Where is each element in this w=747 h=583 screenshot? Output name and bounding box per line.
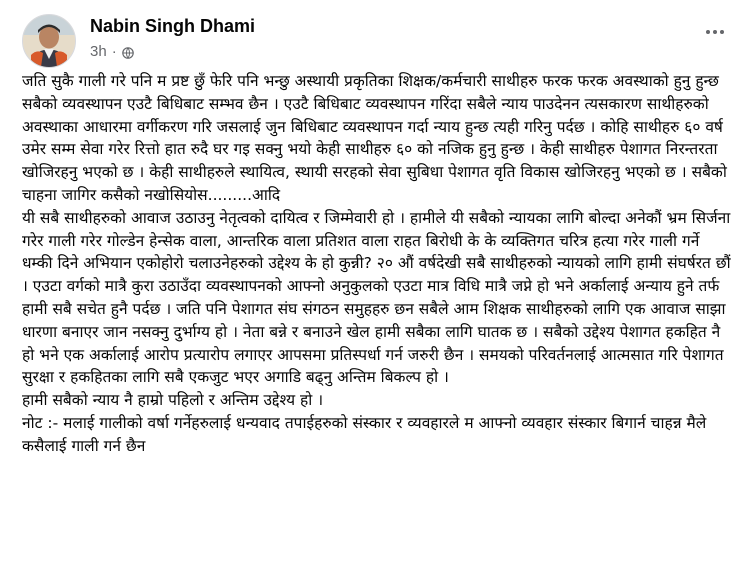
post-header [22,14,729,64]
author-avatar[interactable] [22,14,76,68]
globe-icon[interactable] [122,46,134,58]
dot-3 [720,30,724,34]
post-timestamp[interactable]: 3h [90,43,107,60]
meta-separator: · [111,43,117,60]
author-name[interactable]: Nabin Singh Dhami [90,16,256,36]
dot-1 [706,30,710,34]
avatar-image [23,15,75,67]
post-paragraph-2: यी सबै साथीहरुको आवाज उठाउनु नेतृत्वको दायित्व र जिम्मेवारी हो । हामीले यी सबैको न्यायका लागि बोल्दा अनेकौं भ्रम सिर्जना गरेर गाली गरेर गोल्डेन हेन्सेक वाला, आन्तरिक वाला प्रतिशत वाला राहत बिरोधी के के व्यक्तिगत चरित्र हत्या गरेर गाली गर्ने धम्की दिने अभियान एकोहोरो चलाउनेहरुको उद्देश्य के हो कुन्नी? २० औं वर्षदेखी सबै साथीहरुको न्यायको लागि हामी संघर्षरत छौं । एउटा वर्गको मात्रै कुरा उठाउँदा व्यवस्थापनको आफ्नो अनुकुलको एउटा मात्र विधि मात्रै जप्ने हो भने अर्कालाई अन्याय हुने तर्फ हामी सबै सचेत हुनै पर्दछ । जति पनि पेशागत संघ संगठन समुहहरु छन सबैले आम शिक्षक साथीहरुको लागि एक आवाज साझा धारणा बनाएर जान नसक्नु दुर्भाग्य हो । नेता बन्ने र बनाउने खेल हामी सबैका लागि घातक छ । सबैको उद्देश्य पेशागत हकहित नै हो भने एक अर्कालाई आरोप प्रत्यारोप लगाएर आपसमा प्रतिस्पर्धा गर्न जरुरी छैन । समयको परिवर्तनलाई आत्मसात गरि पेशागत सुरक्षा र हकहितका लागि सबै एकजुट भएर अगाडि बढ्नु अन्तिम बिकल्प हो । [22,208,736,387]
post-paragraph-1: जति सुकै गाली गरे पनि म प्रष्ट छुँ फेरि पनि भन्छु अस्थायी प्रकृतिका शिक्षक/कर्मचारी साथीहरु फरक फरक अवस्थाको हुनु हुन्छ सबैको व्यवस्थापन एउटै बिधिबाट सम्भव छैन । एउटै बिधिबाट व्यवस्थापन गरिंदा सबैले न्याय पाउदेनन त्यसकारण साथीहरुको अवस्थाका आधारमा वर्गीकरण गरि जसलाई जुन बिधिबाट व्यवस्थापन गर्दा न्याय हुन्छ त्यही गरिनु पर्दछ । कोहि साथीहरु ६० वर्ष उमेर सम्म सेवा गरेर रित्तो हात रुदै घर गइ सक्नु भयो केही साथीहरु ६० को नजिक हुनु हुन्छ । केही साथीहरु पेशागत निरन्तरता खोजिरहनु भएको छ । केही साथीहरुले स्थायित्व, स्थायी सरहको सेवा सुबिधा पेशागत वृति विकास खोजिरहनु भएको छ । सबैको चाहना जागिर कसैको नखोसियोस.........आदि [22,72,732,204]
post-body [22,70,734,458]
more-options-icon[interactable] [701,22,729,42]
dot-2 [713,30,717,34]
post-meta [90,43,134,60]
post-paragraph-4: नोट :- मलाई गालीको वर्षा गर्नेहरुलाई धन्यवाद तपाईहरुको संस्कार र व्यवहारले म आफ्नो व्यवहार संस्कार बिगार्न चाहन्न मैले कसैलाई गाली गर्न छैन [22,413,712,455]
post-paragraph-3: हामी सबैको न्याय नै हाम्रो पहिलो र अन्तिम उद्देश्य हो । [22,391,324,410]
